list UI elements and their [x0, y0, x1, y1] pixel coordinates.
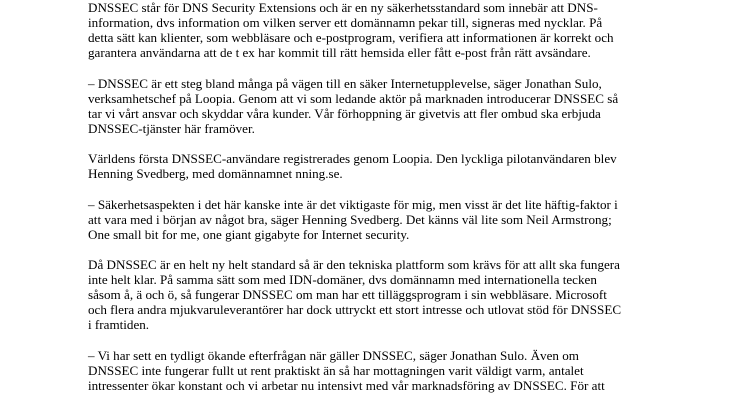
- paragraph-dnssec-definition: [88, 0, 688, 60]
- text-line: DNSSEC-tjänster här framöver.: [88, 120, 255, 136]
- text-line: inte helt klar. På samma sätt som med IDN-domäner, dvs domännamn med internationella tecken: [88, 272, 597, 288]
- text-line: och flera andra mjukvaruleverantörer har dock uttryckt ett stort intresse och utlovat stöd för DNSSEC: [88, 302, 622, 318]
- paragraph-platform-support: [88, 257, 688, 332]
- paragraph-svedberg-quote: [88, 197, 688, 242]
- text-line: One small bit for me, one giant gigabyte for Internet security.: [88, 226, 410, 242]
- text-line: DNSSEC inte fungerar fullt ut rent praktiskt än så har mottagningen varit väldigt varm, antalet: [88, 362, 584, 378]
- text-line: Då DNSSEC är en helt ny helt standard så är den tekniska plattform som krävs för att allt ska fungera: [88, 256, 620, 272]
- text-line: såsom å, ä och ö, så fungerar DNSSEC om man har ett tilläggsprogram i sin webbläsare. Microsoft: [88, 287, 607, 303]
- text-line: information, dvs information om vilken server ett domännamn pekar till, signeras med nycklar. På: [88, 15, 603, 31]
- text-line: – Vi har sett en tydligt ökande efterfrågan när gäller DNSSEC, säger Jonathan Sulo. Även om: [88, 347, 579, 363]
- text-line: verksamhetschef på Loopia. Genom att vi som ledande aktör på marknaden introducerar DNSSEC så: [88, 90, 619, 106]
- text-line: DNSSEC står för DNS Security Extensions och är en ny säkerhetsstandard som innebär att DNS-: [88, 0, 598, 15]
- text-line: att vara med i början av något bra, säger Henning Svedberg. Det känns väl lite som Neil Armstrong;: [88, 211, 612, 227]
- text-line: garantera användarna att de t ex har kommit till rätt hemsida eller fått e-post från rätt avsändare.: [88, 45, 591, 61]
- text-line: Världens första DNSSEC-användare registrerades genom Loopia. Den lyckliga pilotanvändaren blev: [88, 151, 617, 167]
- paragraph-first-user: [88, 151, 688, 181]
- paragraph-demand-quote: [88, 348, 688, 393]
- text-line: Henning Svedberg, med domännamnet nning.se.: [88, 166, 343, 182]
- text-line: – DNSSEC är ett steg bland många på vägen till en säker Internetupplevelse, säger Jonathan Sulo,: [88, 75, 602, 91]
- text-line: tar vi vårt ansvar och skyddar våra kunder. Vår förhoppning är givetvis att fler ombud ska erbjuda: [88, 105, 601, 121]
- text-line: intressenter ökar konstant och vi arbetar nu intensivt med vår marknadsföring av DNSSEC. För att: [88, 377, 605, 393]
- text-line: i framtiden.: [88, 317, 150, 333]
- text-line: detta sätt kan klienter, som webbläsare och e-postprogram, verifiera att informationen är korrekt och: [88, 30, 614, 46]
- document-page: [88, 0, 688, 408]
- paragraph-sulo-quote: [88, 76, 688, 136]
- text-line: – Säkerhetsaspekten i det här kanske inte är det viktigaste för mig, men visst är det lite häftig-faktor i: [88, 196, 618, 212]
